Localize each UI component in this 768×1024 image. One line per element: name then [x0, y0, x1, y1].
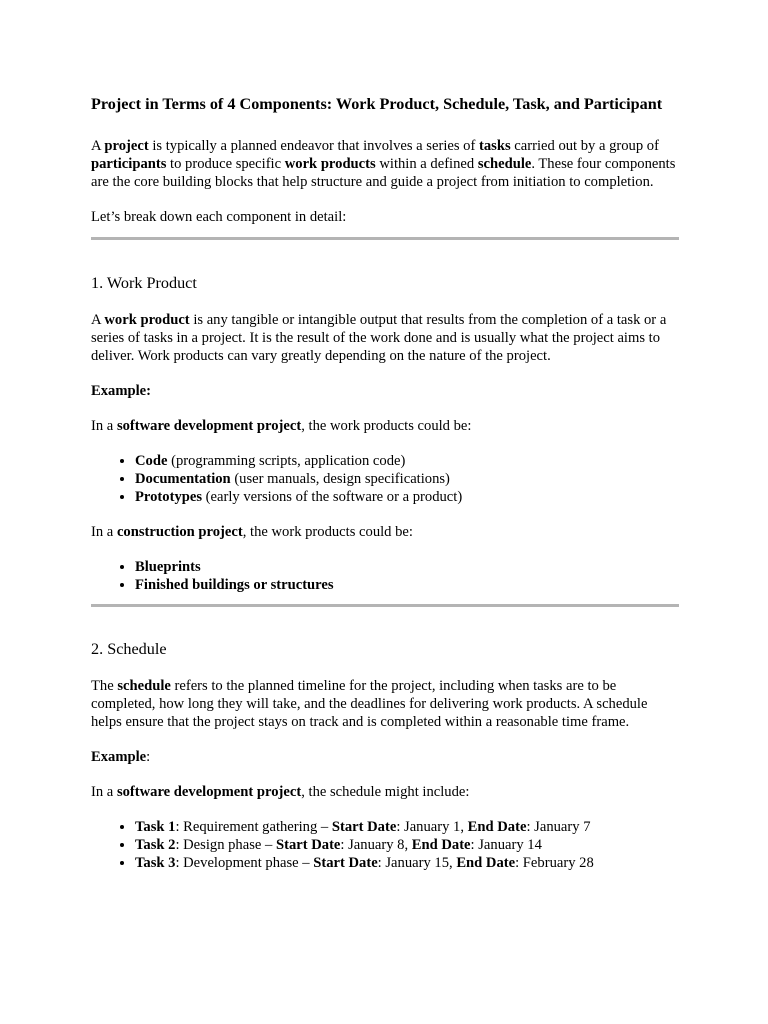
- text: , the work products could be:: [301, 418, 472, 434]
- text: , the work products could be:: [242, 524, 413, 540]
- end-date: : January 7: [526, 819, 591, 835]
- end-date: : January 14: [470, 837, 542, 853]
- document-page: [91, 94, 679, 889]
- text: In a: [91, 784, 117, 800]
- start-date-label: Start Date: [313, 855, 378, 871]
- list-item: [135, 576, 679, 594]
- list-item-text: (programming scripts, application code): [167, 453, 406, 469]
- intro-bold-project: project: [104, 138, 149, 154]
- desc-text: is any tangible or intangible output that results from the completion of a task or a series of tasks in a project. It is the result of the work done and is usually what the project aims to deliver. Work products can vary greatly depending on the nature of the project.: [91, 312, 667, 364]
- list-item: [135, 470, 679, 488]
- desc-text: A: [91, 312, 105, 328]
- text: In a: [91, 418, 117, 434]
- schedule-task-list: [91, 818, 679, 872]
- end-date-label: End Date: [456, 855, 516, 871]
- example-label-text: Example:: [91, 383, 151, 399]
- intro-bold-schedule: schedule: [477, 156, 532, 172]
- task-desc: : Requirement gathering –: [175, 819, 332, 835]
- desc-bold: schedule: [117, 678, 171, 694]
- bold-text: construction project: [116, 524, 243, 540]
- document-title: Project in Terms of 4 Components: Work Product, Schedule, Task, and Participant: [91, 95, 663, 113]
- intro-text: carried out by a group of: [510, 138, 659, 154]
- software-intro: [91, 417, 679, 435]
- list-item: [135, 452, 679, 470]
- work-product-description: [91, 311, 679, 365]
- intro-bold-work-products: work products: [284, 156, 376, 172]
- list-item-term: Finished buildings or structures: [135, 577, 334, 593]
- list-item-term: Prototypes: [135, 489, 203, 505]
- text: In a: [91, 524, 117, 540]
- construction-work-products-list: [91, 558, 679, 594]
- list-item: [135, 558, 679, 576]
- start-date: : January 15,: [377, 855, 457, 871]
- desc-bold: work product: [104, 312, 190, 328]
- list-item-text: (early versions of the software or a product): [202, 489, 463, 505]
- construction-intro: [91, 523, 679, 541]
- end-date-label: End Date: [411, 837, 471, 853]
- list-item-term: Code: [135, 453, 168, 469]
- section-heading-schedule: 2. Schedule: [91, 640, 167, 658]
- start-date-label: Start Date: [275, 837, 341, 853]
- breakdown-paragraph: Let’s break down each component in detail:: [91, 209, 347, 225]
- example-colon: :: [146, 749, 151, 765]
- intro-bold-tasks: tasks: [479, 138, 511, 154]
- example-label: [91, 382, 679, 400]
- intro-text: is typically a planned endeavor that involves a series of: [148, 138, 479, 154]
- task-name: Task 1: [135, 819, 176, 835]
- list-item: [135, 818, 679, 836]
- start-date: : January 1,: [396, 819, 468, 835]
- bold-text: software development project: [116, 418, 302, 434]
- intro-bold-participants: participants: [91, 156, 167, 172]
- example-label: [91, 748, 679, 766]
- intro-text: within a defined: [375, 156, 478, 172]
- task-name: Task 3: [135, 855, 176, 871]
- bold-text: software development project: [116, 784, 302, 800]
- section-divider: [91, 604, 679, 607]
- list-item: [135, 854, 679, 872]
- intro-text: to produce specific: [166, 156, 285, 172]
- software-work-products-list: [91, 452, 679, 506]
- schedule-software-intro: [91, 783, 679, 801]
- example-label-text: Example: [91, 749, 147, 765]
- task-desc: : Development phase –: [175, 855, 314, 871]
- start-date: : January 8,: [340, 837, 412, 853]
- intro-paragraph: [91, 137, 679, 191]
- list-item: [135, 488, 679, 506]
- desc-text: The: [91, 678, 118, 694]
- section-divider: [91, 237, 679, 240]
- schedule-description: [91, 677, 679, 731]
- start-date-label: Start Date: [331, 819, 397, 835]
- end-date: : February 28: [515, 855, 594, 871]
- intro-text: . These four components are the core building blocks that help structure and guide a project from initiation to completion.: [91, 156, 676, 190]
- task-name: Task 2: [135, 837, 176, 853]
- task-desc: : Design phase –: [175, 837, 276, 853]
- section-heading-work-product: 1. Work Product: [91, 274, 197, 292]
- desc-text: refers to the planned timeline for the project, including when tasks are to be completed, how long they will take, and the deadlines for delivering work products. A schedule helps ensure that the project stays on track and is completed within a reasonable time frame.: [91, 678, 648, 730]
- intro-text: A: [91, 138, 105, 154]
- text: , the schedule might include:: [301, 784, 470, 800]
- list-item-term: Documentation: [135, 471, 231, 487]
- list-item-text: (user manuals, design specifications): [230, 471, 450, 487]
- list-item-term: Blueprints: [135, 559, 201, 575]
- end-date-label: End Date: [467, 819, 527, 835]
- list-item: [135, 836, 679, 854]
